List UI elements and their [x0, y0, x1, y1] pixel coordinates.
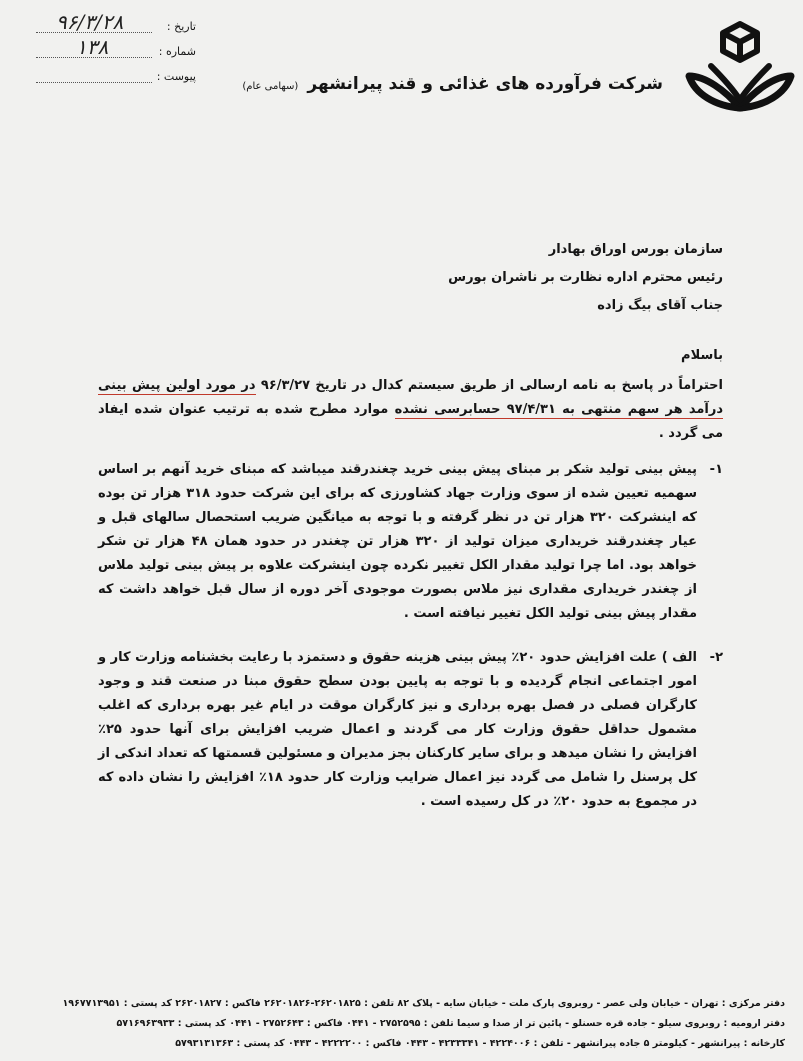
- recipient-line: رئیس محترم اداره نظارت بر ناشران بورس: [448, 270, 723, 285]
- recipients: [98, 236, 723, 320]
- intro-text-end: موارد مطرح شده به ترتیب عنوان شده ایفاد می گردد .: [98, 402, 723, 441]
- recipient-line: سازمان بورس اوراق بهادار: [548, 242, 723, 257]
- intro-paragraph: [98, 374, 723, 446]
- item-text: پیش بینی تولید شکر بر مبنای پیش بینی خرید چغندرقند میباشد که مبنای خرید آنهم بر اساس سهمیه تعیین شده از سوی وزارت جهاد کشاورزی که برای این شرکت حدود ۳۱۸ هزار تن بوده که اینشرکت ۳۲۰ هزار تن در نظر گرفته و با توجه به میانگین ضریب استحصال سالهای قبل و عیار چغندرقند خریداری میزان تولید از ۳۲۰ هزار تن چغندر در حدود همان ۴۸ هزار تن شکر خواهد بود. اما چرا تولید مقدار الکل تغییر نکرده چون اینشرکت علاوه بر پیش بینی تولید ملاس از چغندر خریداری مقداری نیز ملاس بصورت موجودی آخر دوره از سال قبل خواهد داشت که مقدار پیش بینی تولید الکل تغییر نیافته است .: [98, 462, 698, 621]
- date-row: [36, 10, 196, 39]
- item-number: ۱-: [709, 462, 723, 477]
- attachment-row: [36, 64, 196, 89]
- footer-line: دفتر مرکزی : تهران - خیابان ولی عصر - روبروی پارک ملت - خیابان سایه - پلاک ۸۲ تلفن : ۲۶۲۰۱۸۲۵-۲۶۲۰۱۸۲۶ فاکس : ۲۶۲۰۱۸۲۷ کد پستی : ۱۹۶۷۷۱۳۹۵۱: [62, 998, 785, 1009]
- footer-addresses: [0, 994, 803, 1054]
- number-row: [36, 35, 196, 64]
- recipient-line: جناب آقای بیگ زاده: [597, 298, 723, 313]
- list-item: [98, 646, 723, 814]
- item-text: الف ) علت افزایش حدود ۲۰٪ پیش بینی هزینه حقوق و دستمزد با رعایت بخشنامه وزارت کار و امور اجتماعی انجام گردیده و با توجه به پایین بودن سطح حقوق مبنا در صنعت قند و وجود کارگران فصلی در فصل بهره برداری و نیز کارگران موقت در ایام غیر بهره برداری که اغلب مشمول حداقل حقوق وزارت کار می گردند و اعمال ضریب افزایش برای آنها حدود ۲۵٪ افزایش را نشان میدهد و برای سایر کارکنان بجز مدیران و مسئولین قسمتها که تعداد اندکی از کل پرسنل را شامل می گردد نیز اعمال ضرایب وزارت کار حدود ۱۸٪ افزایش را نشان داده که در مجموع به حدود ۲۰٪ در کل رسیده است .: [98, 650, 698, 809]
- intro-text: احتراماً در پاسخ به نامه ارسالی از طریق سیستم کدال در تاریخ ۹۶/۳/۲۷: [260, 378, 723, 393]
- footer-line: کارخانه : پیرانشهر - کیلومتر ۵ جاده پیرانشهر - تلفن : ۴۲۲۴۰۰۶ - ۴۲۳۳۳۴۱ - ۰۴۴۳ فاکس : ۴۲۲۲۲۰۰ - ۰۴۴۳ کد پستی : ۵۷۹۳۱۳۱۳۶۳: [175, 1038, 785, 1049]
- attachment-label: پیوست :: [156, 70, 196, 83]
- number-value: ۱۳۸: [76, 35, 109, 59]
- company-name: شرکت فرآورده های غذائی و قند پیرانشهر: [307, 74, 663, 94]
- sugar-beet-leaves-icon: [685, 20, 795, 116]
- item-number: ۲-: [709, 650, 723, 665]
- footer-line: دفتر ارومیه : روبروی سیلو - جاده قره حسنلو - پائین تر از صدا و سیما تلفن : ۲۷۵۲۵۹۵ - ۰۴۴۱ فاکس : ۲۷۵۲۶۴۳ - ۰۴۴۱ کد پستی : ۵۷۱۶۹۶۳۹۳۳: [116, 1018, 785, 1029]
- number-label: شماره :: [158, 45, 196, 58]
- date-value: ۹۶/۳/۲۸: [56, 10, 124, 34]
- company-type: (سهامی عام): [242, 81, 299, 92]
- greeting: باسلام: [681, 348, 723, 363]
- items-list: [98, 458, 723, 814]
- intro-underlined-text: در مورد اولین پیش بینی درآمد هر سهم منتهی به ۹۷/۴/۳۱ حسابرسی نشده: [98, 378, 724, 417]
- date-label: تاریخ :: [166, 20, 196, 33]
- letter-meta: [36, 10, 196, 89]
- company-header: [242, 74, 663, 94]
- list-item: [98, 458, 723, 626]
- attachment-dots: [36, 82, 152, 83]
